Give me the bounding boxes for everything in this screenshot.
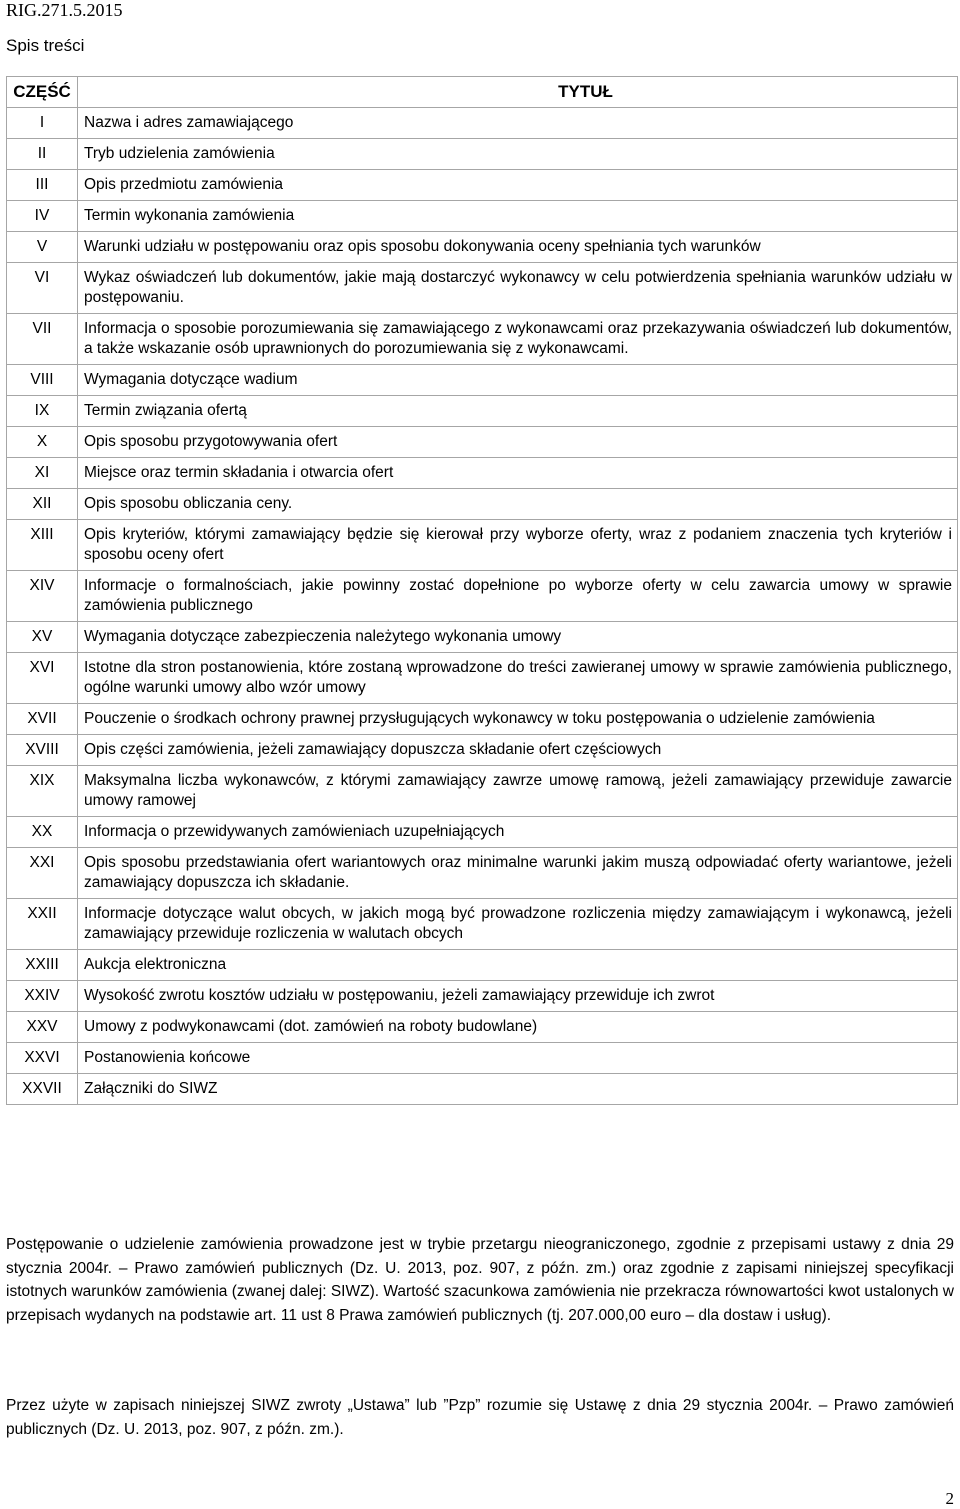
toc-part-number: VII [7,314,78,365]
toc-row [7,981,958,1012]
toc-row [7,1012,958,1043]
toc-row [7,458,958,489]
intro-paragraph: Postępowanie o udzielenie zamówienia prowadzone jest w trybie przetargu nieograniczonego, zgodnie z przepisami ustawy z dnia 29 stycznia 2004r. – Prawo zamówień publicznych (Dz. U. 2013, poz. 907, z późn. zm.) oraz zgodnie z zapisami niniejszej specyfikacji istotnych warunków zamówienia (zwanej dalej: SIWZ). Wartość szacunkowa zamówienia nie przekracza równowartości kwot ustalonych w przepisach wydanych na podstawie art. 11 ust 8 Prawa zamówień publicznych (tj. 207.000,00 euro – dla dostaw i usług). [6,1236,954,1324]
toc-part-number: XXV [7,1012,78,1043]
toc-part-number: IV [7,201,78,232]
toc-part-number: XX [7,817,78,848]
toc-part-title: Opis sposobu przygotowywania ofert [78,427,958,458]
toc-row [7,950,958,981]
toc-part-number: XXVI [7,1043,78,1074]
toc-part-number: XVIII [7,735,78,766]
toc-part-number: XIII [7,520,78,571]
toc-header-title: TYTUŁ [78,77,958,108]
toc-part-title: Nazwa i adres zamawiającego [78,108,958,139]
toc-row [7,735,958,766]
toc-part-number: VIII [7,365,78,396]
toc-row [7,704,958,735]
toc-part-number: XXVII [7,1074,78,1105]
toc-row [7,653,958,704]
toc-part-number: XVI [7,653,78,704]
toc-row [7,108,958,139]
toc-part-title: Pouczenie o środkach ochrony prawnej przysługujących wykonawcy w toku postępowania o udzielenie zamówienia [78,704,958,735]
toc-part-number: XXIV [7,981,78,1012]
toc-row [7,201,958,232]
toc-part-title: Załączniki do SIWZ [78,1074,958,1105]
toc-part-title: Opis sposobu obliczania ceny. [78,489,958,520]
toc-row [7,365,958,396]
toc-row [7,1043,958,1074]
toc-header-row [7,77,958,108]
toc-part-number: XXI [7,848,78,899]
table-of-contents [6,76,958,1105]
toc-row [7,427,958,458]
toc-part-number: XII [7,489,78,520]
toc-part-title: Termin wykonania zamówienia [78,201,958,232]
toc-part-number: X [7,427,78,458]
toc-part-title: Wymagania dotyczące wadium [78,365,958,396]
definitions-paragraph: Przez użyte w zapisach niniejszej SIWZ zwroty „Ustawa” lub ”Pzp” rozumie się Ustawę z dnia 29 stycznia 2004r. – Prawo zamówień publicznych (Dz. U. 2013, poz. 907, z późn. zm.). [6,1397,954,1438]
toc-part-title: Aukcja elektroniczna [78,950,958,981]
toc-part-number: II [7,139,78,170]
toc-part-title: Maksymalna liczba wykonawców, z którymi zamawiający zawrze umowę ramową, jeżeli zamawiający przewiduje zawarcie umowy ramowej [78,766,958,817]
toc-row [7,622,958,653]
toc-row [7,899,958,950]
toc-part-title: Istotne dla stron postanowienia, które zostaną wprowadzone do treści zawieranej umowy w sprawie zamówienia publicznego, ogólne warunki umowy albo wzór umowy [78,653,958,704]
toc-part-number: XV [7,622,78,653]
toc-row [7,139,958,170]
toc-row [7,263,958,314]
toc-row [7,766,958,817]
toc-part-title: Miejsce oraz termin składania i otwarcia ofert [78,458,958,489]
document-reference: RIG.271.5.2015 [6,0,123,20]
toc-row [7,170,958,201]
toc-row [7,1074,958,1105]
toc-part-title: Wykaz oświadczeń lub dokumentów, jakie mają dostarczyć wykonawcy w celu potwierdzenia spełniania warunków udziału w postępowaniu. [78,263,958,314]
toc-part-title: Termin związania ofertą [78,396,958,427]
toc-part-title: Opis części zamówienia, jeżeli zamawiający dopuszcza składanie ofert częściowych [78,735,958,766]
toc-part-number: V [7,232,78,263]
toc-row [7,396,958,427]
toc-body [7,108,958,1105]
toc-row [7,489,958,520]
toc-part-title: Wymagania dotyczące zabezpieczenia należytego wykonania umowy [78,622,958,653]
toc-part-title: Informacje dotyczące walut obcych, w jakich mogą być prowadzone rozliczenia między zamawiającym i wykonawcą, jeżeli zamawiający przewiduje rozliczenia w walutach obcych [78,899,958,950]
toc-part-number: VI [7,263,78,314]
toc-part-title: Opis przedmiotu zamówienia [78,170,958,201]
toc-part-number: XXIII [7,950,78,981]
toc-part-title: Informacje o formalnościach, jakie powinny zostać dopełnione po wyborze oferty w celu zawarcia umowy w sprawie zamówienia publicznego [78,571,958,622]
toc-row [7,817,958,848]
page-number: 2 [945,1489,954,1508]
toc-part-number: XIX [7,766,78,817]
toc-part-title: Wysokość zwrotu kosztów udziału w postępowaniu, jeżeli zamawiający przewiduje ich zwrot [78,981,958,1012]
toc-part-number: XXII [7,899,78,950]
toc-part-title: Tryb udzielenia zamówienia [78,139,958,170]
toc-row [7,314,958,365]
toc-part-title: Informacja o sposobie porozumiewania się zamawiającego z wykonawcami oraz przekazywania oświadczeń lub dokumentów, a także wskazanie osób uprawnionych do porozumiewania się z wykonawcami. [78,314,958,365]
toc-part-title: Postanowienia końcowe [78,1043,958,1074]
toc-part-title: Informacja o przewidywanych zamówieniach uzupełniających [78,817,958,848]
toc-part-number: I [7,108,78,139]
table-of-contents-title: Spis treści [6,36,85,55]
toc-part-number: III [7,170,78,201]
toc-part-title: Umowy z podwykonawcami (dot. zamówień na roboty budowlane) [78,1012,958,1043]
toc-part-number: XI [7,458,78,489]
toc-header-part: CZĘŚĆ [7,77,78,108]
toc-row [7,571,958,622]
toc-row [7,848,958,899]
toc-part-number: IX [7,396,78,427]
toc-row [7,232,958,263]
toc-row [7,520,958,571]
toc-part-title: Warunki udziału w postępowaniu oraz opis sposobu dokonywania oceny spełniania tych warunków [78,232,958,263]
toc-part-title: Opis kryteriów, którymi zamawiający będzie się kierował przy wyborze oferty, wraz z podaniem znaczenia tych kryteriów i sposobu oceny ofert [78,520,958,571]
toc-part-number: XVII [7,704,78,735]
toc-part-title: Opis sposobu przedstawiania ofert wariantowych oraz minimalne warunki jakim muszą odpowiadać oferty wariantowe, jeżeli zamawiający dopuszcza ich składanie. [78,848,958,899]
toc-part-number: XIV [7,571,78,622]
